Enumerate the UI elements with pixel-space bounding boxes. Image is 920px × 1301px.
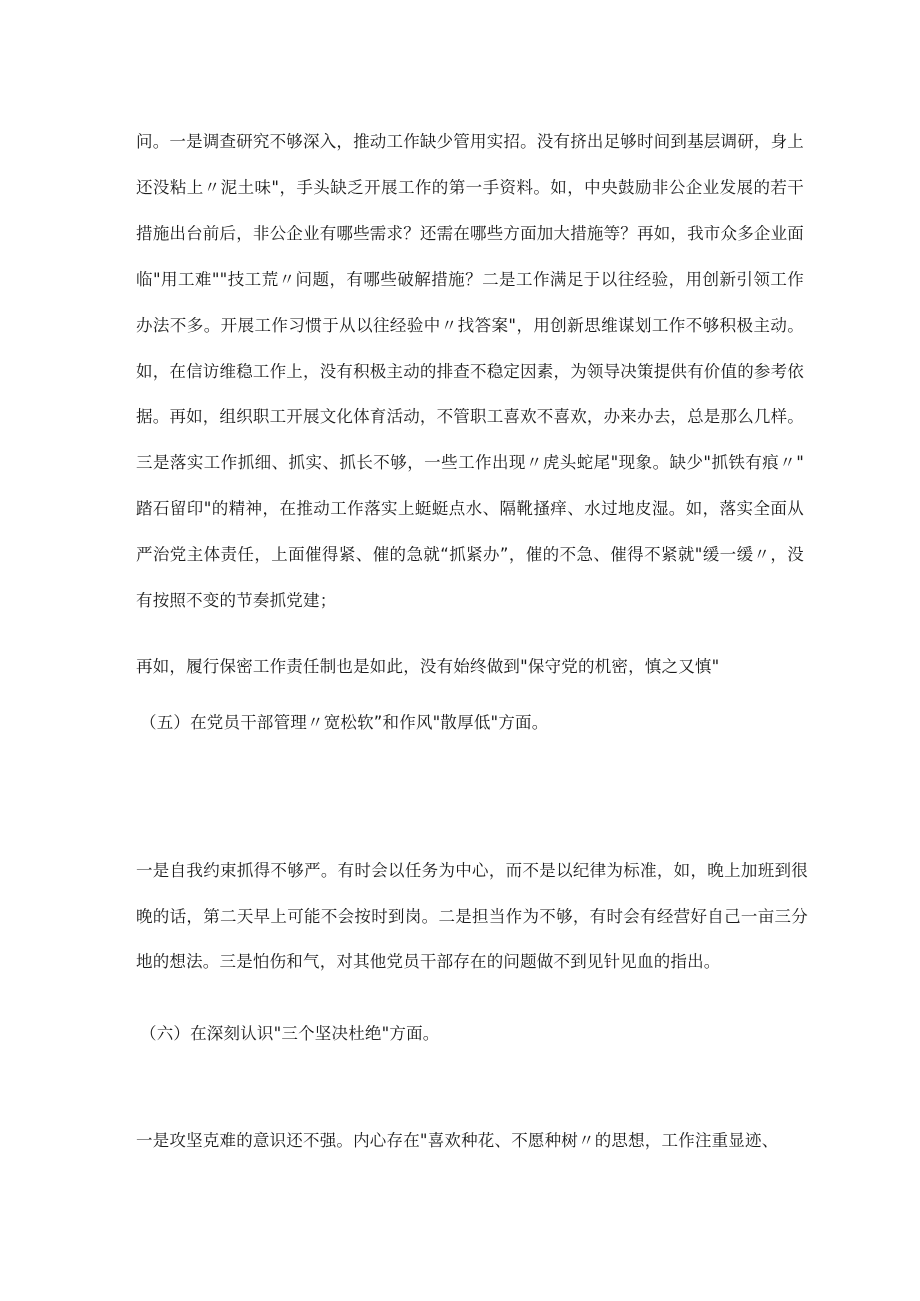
- body-paragraph: 一是自我约束抓得不够严。有时会以任务为中心，而不是以纪律为标准，如，晚上加班到很晚的话，第二天早上可能不会按时到岗。二是担当作为不够，有时会有经营好自己一亩三分地的想法。三是怕伤和气，对其他党员干部存在的问题做不到见针见血的指出。: [136, 861, 808, 971]
- body-paragraph: 再如，履行保密工作责任制也是如此，没有始终做到"保守党的机密，慎之又慎": [136, 657, 720, 676]
- body-paragraph: 一是攻坚克难的意识还不强。内心存在"喜欢种花、不愿种树〃的思想，工作注重显迹、: [136, 1131, 779, 1150]
- section-heading-5: （五）在党员干部管理〃宽松软”和作风"散厚低"方面。: [140, 713, 549, 732]
- body-paragraph: 问。一是调查研究不够深入，推动工作缺少管用实招。没有挤出足够时间到基层调研，身上还没粘上〃泥土味"，手头缺乏开展工作的第一手资料。如，中央鼓励非公企业发展的若干措施出台前后，非公企业有哪些需求？还需在哪些方面加大措施等？再如，我市众多企业面临"用工难""技工荒〃问题，有哪些破解措施？二是工作满足于以往经验，用创新引领工作办法不多。开展工作习惯于从以往经验中〃找答案"，用创新思维谋划工作不够积极主动。如，在信访维稳工作上，没有积极主动的排查不稳定因素，为领导决策提供有价值的参考依据。再如，组织职工开展文化体育活动，不管职工喜欢不喜欢，办来办去，总是那么几样。三是落实工作抓细、抓实、抓长不够，一些工作出现〃虎头蛇尾"现象。缺少"抓铁有痕〃"踏石留印"的精神，在推动工作落实上蜓蜓点水、隔靴搔痒、水过地皮湿。如，落实全面从严治党主体责任，上面催得紧、催的急就“抓紧办”，催的不急、催得不紧就"缓一缓〃，没有按照不变的节奏抓党建；: [136, 132, 804, 611]
- section-heading-6: （六）在深刻认识"三个坚决杜绝"方面。: [140, 1024, 440, 1043]
